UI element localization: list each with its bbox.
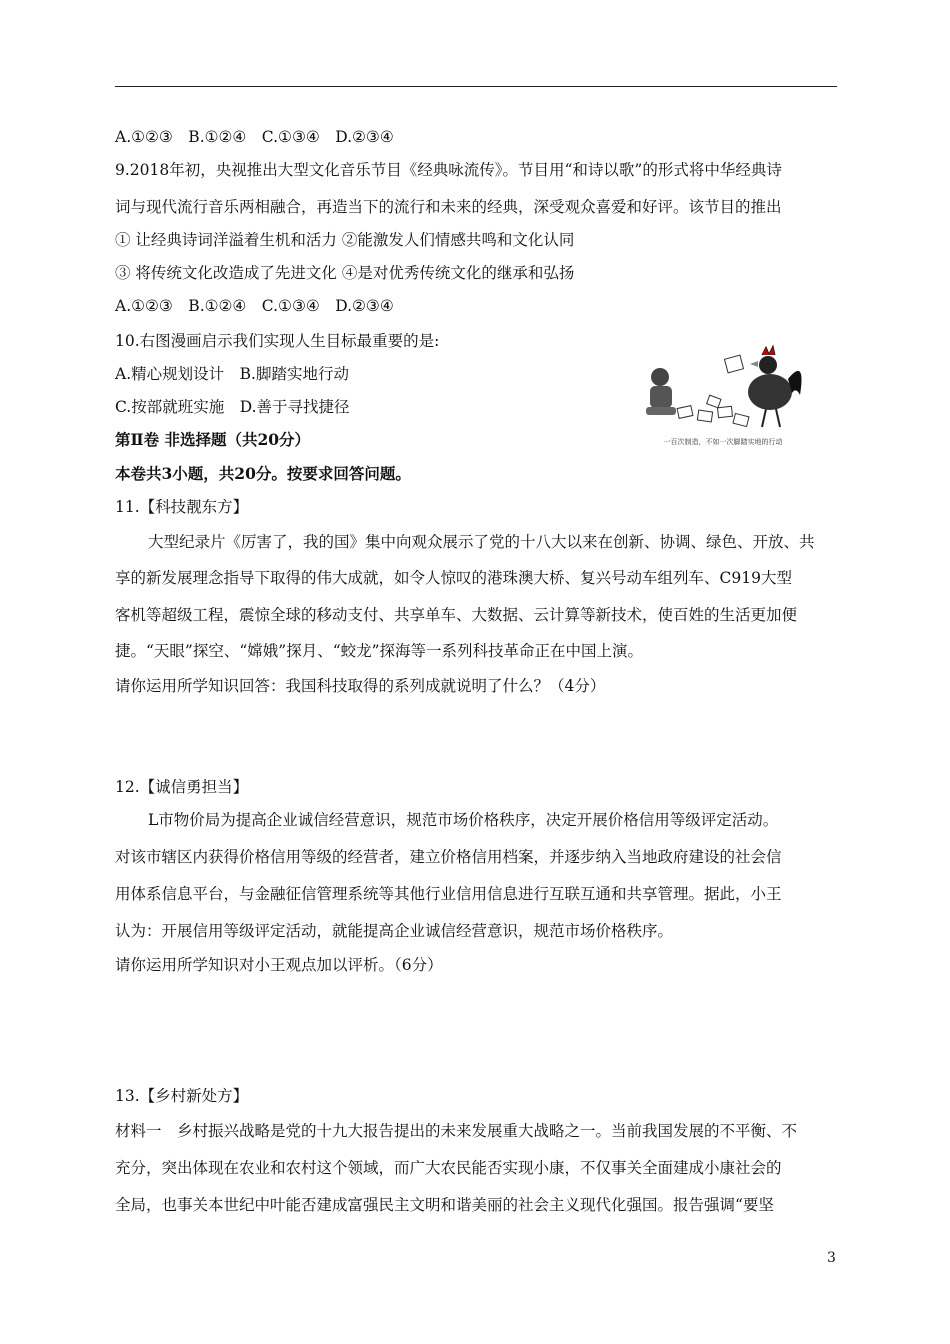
q11-heading: 11.【科技靓东方】 [115,498,249,516]
q13-para-line3: 全局，也事关本世纪中叶能否建成富强民主文明和谐美丽的社会主义现代化强国。报告强调“要坚 [115,1196,774,1214]
cartoon-illustration [638,337,808,437]
cartoon-caption: 一百次制造，不如一次脚踏实地的行动 [663,438,783,446]
q10-options-line1: A.精心规划设计 B.脚踏实地行动 [115,365,349,383]
q12-heading: 12.【诚信勇担当】 [115,778,249,796]
q10-options-line2: C.按部就班实施 D.善于寻找捷径 [115,398,350,416]
q9-stem-line2: 词与现代流行音乐两相融合，再造当下的流行和未来的经典，深受观众喜爱和好评。该节目的推出 [115,198,782,216]
q10-stem: 10.右图漫画启示我们实现人生目标最重要的是: [115,332,440,350]
q12-para-line2: 对该市辖区内获得价格信用等级的经营者，建立价格信用档案，并逐步纳入当地政府建设的社会信 [115,848,782,866]
q9-items-line2: ③ 将传统文化改造成了先进文化 ④是对优秀传统文化的继承和弘扬 [115,264,575,282]
q12-para-line1: L市物价局为提高企业诚信经营意识，规范市场价格秩序，决定开展价格信用等级评定活动。 [148,811,779,829]
page-number: 3 [827,1250,836,1266]
q11-question: 请你运用所学知识回答：我国科技取得的系列成就说明了什么？（4分） [115,677,606,695]
section2-title: 第Ⅱ卷 非选择题（共20分） [115,430,311,449]
q12-question: 请你运用所学知识对小王观点加以评析。（6分） [115,956,443,974]
q13-para-line1: 材料一 乡村振兴战略是党的十九大报告提出的未来发展重大战略之一。当前我国发展的不平衡、不 [115,1122,798,1140]
q9-stem-line1: 9.2018年初，央视推出大型文化音乐节目《经典咏流传》。节目用“和诗以歌”的形式将中华经典诗 [115,161,782,179]
q9-options: A.①②③ B.①②④ C.①③④ D.②③④ [115,297,394,315]
q10-cartoon [638,337,808,455]
q11-para-line4: 捷。“天眼”探空、“嫦娥”探月、“蛟龙”探海等一系列科技革命正在中国上演。 [115,642,644,660]
q11-para-line1: 大型纪录片《厉害了，我的国》集中向观众展示了党的十八大以来在创新、协调、绿色、开放、共 [148,533,815,551]
header-rule [115,86,837,87]
q12-para-line4: 认为：开展信用等级评定活动，就能提高企业诚信经营意识，规范市场价格秩序。 [115,922,674,940]
q13-para-line2: 充分，突出体现在农业和农村这个领域，而广大农民能否实现小康，不仅事关全面建成小康社会的 [115,1159,782,1177]
q9-items-line1: ① 让经典诗词洋溢着生机和活力 ②能激发人们情感共鸣和文化认同 [115,231,575,249]
q11-para-line2: 享的新发展理念指导下取得的伟大成就，如令人惊叹的港珠澳大桥、复兴号动车组列车、C919大型 [115,569,792,587]
section2-instruction: 本卷共3小题，共20分。按要求回答问题。 [115,464,411,483]
q13-heading: 13.【乡村新处方】 [115,1087,249,1105]
q8-options: A.①②③ B.①②④ C.①③④ D.②③④ [115,128,394,146]
q11-para-line3: 客机等超级工程，震惊全球的移动支付、共享单车、大数据、云计算等新技术，使百姓的生活更加便 [115,606,798,624]
q12-para-line3: 用体系信息平台，与金融征信管理系统等其他行业信用信息进行互联互通和共享管理。据此，小王 [115,885,782,903]
